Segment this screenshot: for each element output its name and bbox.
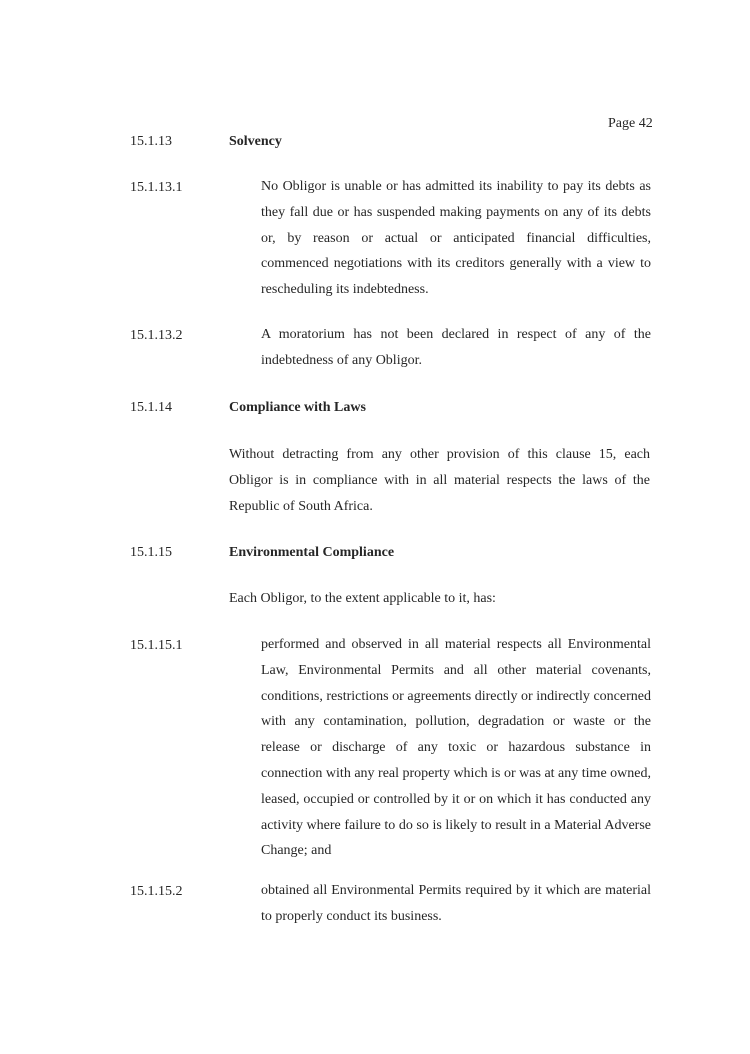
clause-heading-solvency: Solvency [229,134,282,149]
clause-text-15-1-13-2: A moratorium has not been declared in respect of any of the indebtedness of any Obligor. [261,327,651,368]
clause-number-15-1-15: 15.1.15 [130,545,172,560]
clause-number-15-1-14: 15.1.14 [130,400,172,415]
clause-text-15-1-14: Without detracting from any other provision of this clause 15, each Obligor is in compliance with in all material respects the laws of the Republic of South Africa. [229,447,650,514]
clause-heading-compliance-with-laws: Compliance with Laws [229,400,366,415]
clause-text-15-1-13-1: No Obligor is unable or has admitted its inability to pay its debts as they fall due or has suspended making payments on any of its debts or, by reason or actual or anticipated financial difficulties, commenced negotiations with its creditors generally with a view to rescheduling its indebtedness. [261,179,651,298]
page-number: Page 42 [608,116,653,131]
clause-text-15-1-15-2: obtained all Environmental Permits required by it which are material to properly conduct its business. [261,883,651,924]
clause-number-15-1-13: 15.1.13 [130,134,172,149]
clause-number-15-1-13-2: 15.1.13.2 [130,328,183,343]
clause-intro-15-1-15: Each Obligor, to the extent applicable to it, has: [229,591,496,606]
clause-number-15-1-15-2: 15.1.15.2 [130,884,183,899]
clause-heading-environmental-compliance: Environmental Compliance [229,545,395,560]
clause-number-15-1-13-1: 15.1.13.1 [130,180,183,195]
clause-number-15-1-15-1: 15.1.15.1 [130,638,183,653]
clause-text-15-1-15-1: performed and observed in all material respects all Environmental Law, Environmental Permits and all other material covenants, conditions, restrictions or agreements directly or indirectly concerned with any contamination, pollution, degradation or waste or the release or discharge of any toxic or hazardous substance in connection with any real property which is or was at any time owned, leased, occupied or controlled by it or on which it has conducted any activity where failure to do so is likely to result in a Material Adverse Change; and [261,637,651,859]
